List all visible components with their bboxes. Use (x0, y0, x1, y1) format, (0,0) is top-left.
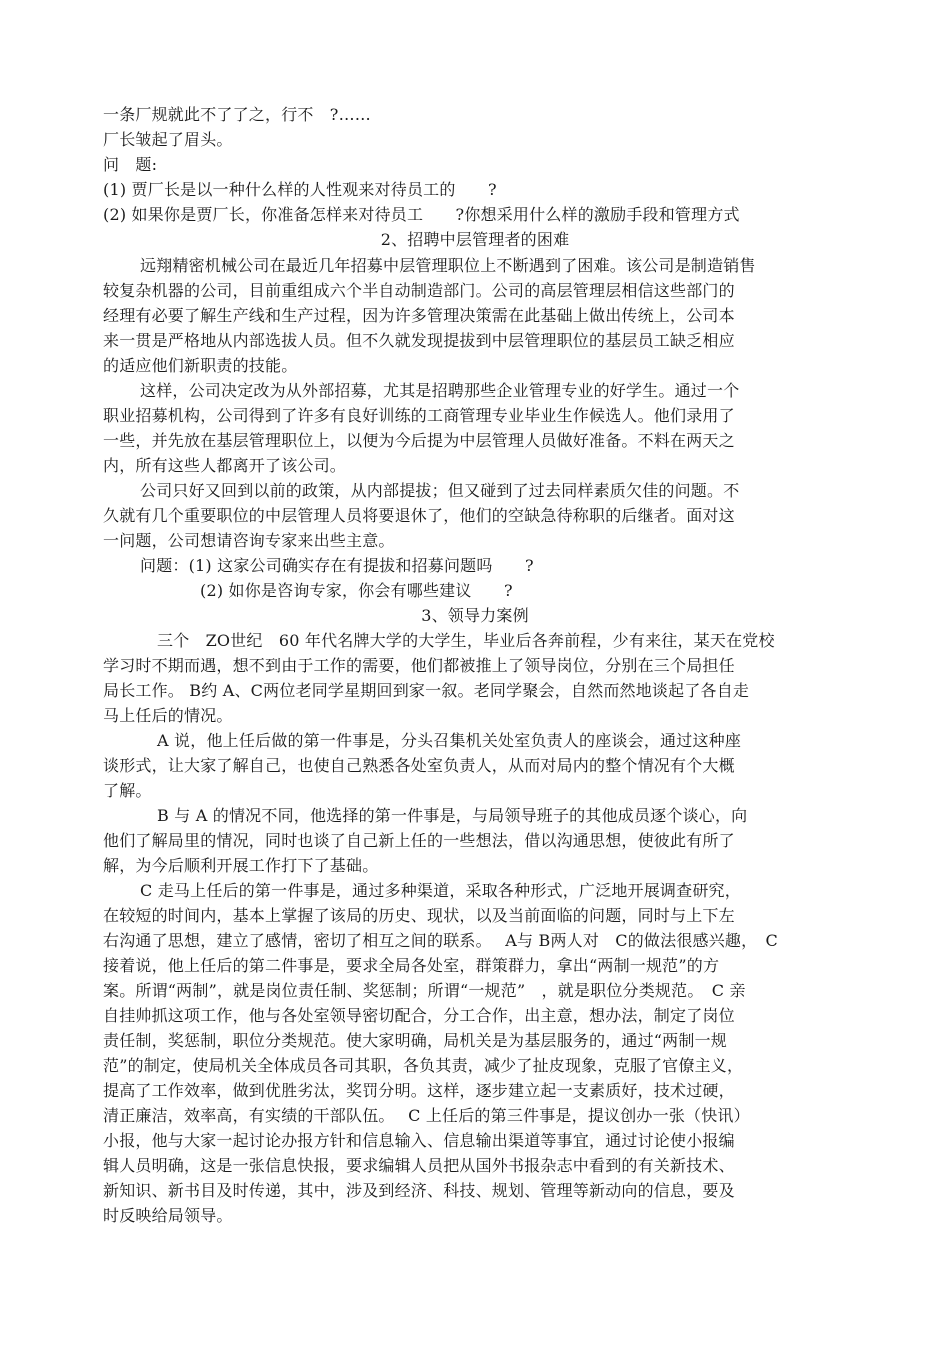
paragraph-line: 清正廉洁，效率高，有实绩的干部队伍。 C 上任后的第三件事是，提议创办一张（快讯） (103, 1106, 750, 1125)
paragraph-line: A 说，他上任后做的第一件事是，分头召集机关处室负责人的座谈会，通过这种座 (157, 731, 742, 750)
paragraph-line: 解，为今后顺利开展工作打下了基础。 (103, 856, 379, 875)
paragraph-line: 的适应他们新职责的技能。 (103, 356, 298, 375)
paragraph-line: C 走马上任后的第一件事是，通过多种渠道，采取各种形式，广泛地开展调查研究， (140, 881, 741, 900)
paragraph-line: 新知识、新书目及时传递，其中，涉及到经济、科技、规划、管理等新动向的信息，要及 (103, 1181, 735, 1200)
paragraph-line: 经理有必要了解生产线和生产过程，因为许多管理决策需在此基础上做出传统上，公司本 (103, 306, 735, 325)
paragraph-line: 辑人员明确，这是一张信息快报，要求编辑人员把从国外书报杂志中看到的有关新技术、 (103, 1156, 735, 1175)
text-line: 一条厂规就此不了了之，行不 ?…… (103, 105, 371, 124)
paragraph-line: 右沟通了思想，建立了感情，密切了相互之间的联系。 A与 B两人对 C的做法很感兴趣， C (103, 931, 778, 950)
text-line: 问 题: (103, 155, 158, 174)
paragraph-line: 范”的制定，使局机关全体成员各司其职，各负其责，减少了扯皮现象，克服了官僚主义， (103, 1056, 744, 1075)
paragraph-line: 三个 ZO世纪 60 年代名牌大学的大学生，毕业后各奔前程，少有来往，某天在党校 (157, 631, 775, 650)
text-line: 厂长皱起了眉头。 (103, 130, 233, 149)
paragraph-line: 来一贯是严格地从内部选拔人员。但不久就发现提拔到中层管理职位的基层员工缺乏相应 (103, 331, 735, 350)
paragraph-line: 案。所谓“两制”，就是岗位责任制、奖惩制；所谓“一规范” ，就是职位分类规范。 C 亲 (103, 981, 746, 1000)
paragraph-line: 这样，公司决定改为从外部招募，尤其是招聘那些企业管理专业的好学生。通过一个 (140, 381, 740, 400)
question-line: (2) 如你是咨询专家，你会有哪些建议 ? (200, 581, 513, 600)
paragraph-line: 了解。 (103, 781, 152, 800)
paragraph-line: 马上任后的情况。 (103, 706, 233, 725)
paragraph-line: 时反映给局领导。 (103, 1206, 233, 1225)
paragraph-line: 一些，并先放在基层管理职位上，以便为今后提为中层管理人员做好准备。不料在两天之 (103, 431, 735, 450)
paragraph-line: 学习时不期而遇，想不到由于工作的需要，他们都被推上了领导岗位，分别在三个局担任 (103, 656, 735, 675)
paragraph-line: 提高了工作效率，做到优胜劣汰，奖罚分明。这样，逐步建立起一支素质好，技术过硬， (103, 1081, 735, 1100)
paragraph-line: 公司只好又回到以前的政策，从内部提拔；但又碰到了过去同样素质欠佳的问题。不 (140, 481, 740, 500)
question-2: (2) 如果你是贾厂长，你准备怎样来对待员工 ?你想采用什么样的激励手段和管理方式 (103, 205, 740, 224)
question-line: 问题：(1) 这家公司确实存在有提拔和招募问题吗 ? (140, 556, 534, 575)
paragraph-line: 小报，他与大家一起讨论办报方针和信息输入、信息输出渠道等事宜，通过讨论使小报编 (103, 1131, 735, 1150)
paragraph-line: 一问题，公司想请咨询专家来出些主意。 (103, 531, 395, 550)
paragraph-line: 接着说，他上任后的第二件事是，要求全局各处室，群策群力，拿出“两制一规范”的方 (103, 956, 720, 975)
paragraph-line: 较复杂机器的公司，目前重组成六个半自动制造部门。公司的高层管理层相信这些部门的 (103, 281, 735, 300)
paragraph-line: 自挂帅抓这项工作，他与各处室领导密切配合，分工合作，出主意，想办法，制定了岗位 (103, 1006, 735, 1025)
paragraph-line: 他们了解局里的情况，同时也谈了自己新上任的一些想法，借以沟通思想，使彼此有所了 (103, 831, 735, 850)
paragraph-line: 局长工作。 B约 A、C两位老同学星期回到家一叙。老同学聚会，自然而然地谈起了各自走 (103, 681, 750, 700)
section-heading-2: 2、招聘中层管理者的困难 (380, 230, 570, 249)
paragraph-line: 职业招募机构，公司得到了许多有良好训练的工商管理专业毕业生作候选人。他们录用了 (103, 406, 735, 425)
paragraph-line: B 与 A 的情况不同，他选择的第一件事是，与局领导班子的其他成员逐个谈心，向 (157, 806, 748, 825)
paragraph-line: 责任制，奖惩制，职位分类规范。使大家明确，局机关是为基层服务的，通过“两制一规 (103, 1031, 727, 1050)
paragraph-line: 内，所有这些人都离开了该公司。 (103, 456, 347, 475)
paragraph-line: 远翔精密机械公司在最近几年招募中层管理职位上不断遇到了困难。该公司是制造销售 (140, 256, 756, 275)
question-1: (1) 贾厂长是以一种什么样的人性观来对待员工的 ? (103, 180, 497, 199)
paragraph-line: 谈形式，让大家了解自己，也使自己熟悉各处室负责人，从而对局内的整个情况有个大概 (103, 756, 735, 775)
section-heading-3: 3、领导力案例 (421, 606, 529, 625)
paragraph-line: 久就有几个重要职位的中层管理人员将要退休了，他们的空缺急待称职的后继者。面对这 (103, 506, 735, 525)
paragraph-line: 在较短的时间内，基本上掌握了该局的历史、现状，以及当前面临的问题，同时与上下左 (103, 906, 735, 925)
